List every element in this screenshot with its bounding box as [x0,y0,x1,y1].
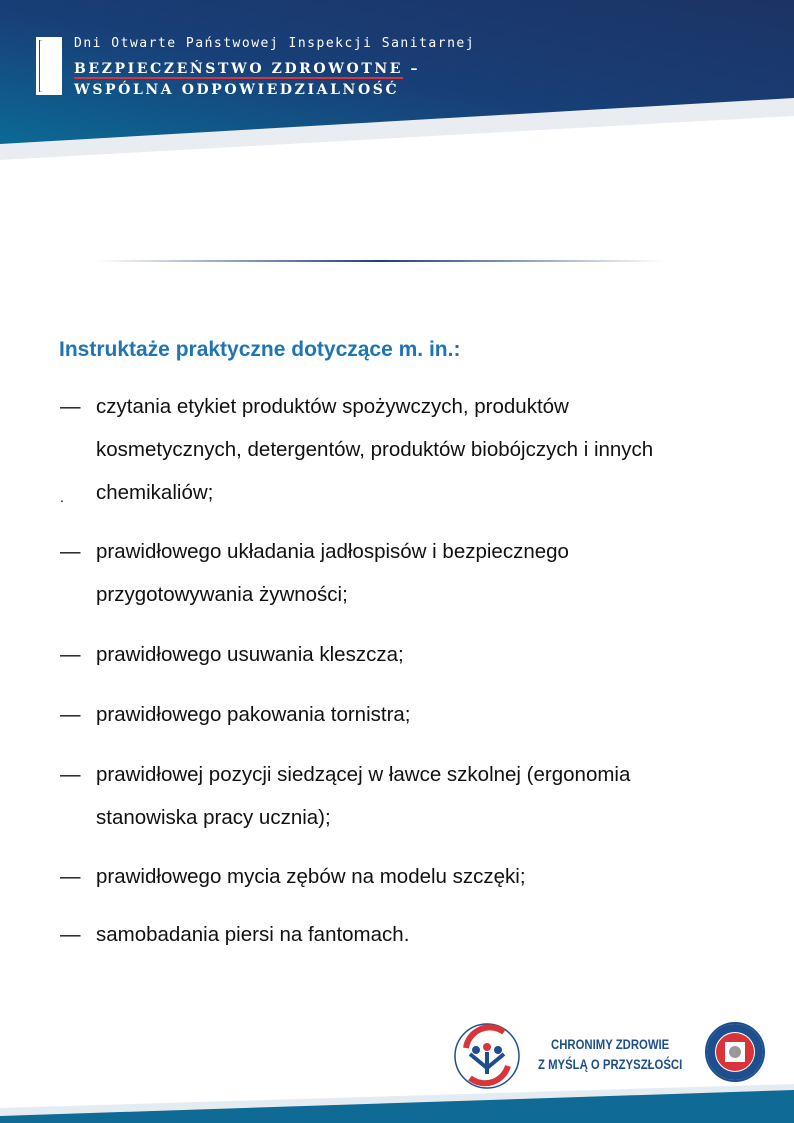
slogan-line1: CHRONIMY ZDROWIE [551,1037,670,1052]
list-item-line: prawidłowego mycia zębów na modelu szczęki; [96,865,526,888]
title-line1: BEZPIECZEŃSTWO ZDROWOTNE [74,61,404,77]
list-item [60,385,780,514]
list-item-line: samobadania piersi na fantomach. [96,923,410,946]
list-item [60,913,780,956]
list-item-line: prawidłowego usuwania kleszcza; [96,643,404,666]
stray-dot: . [60,489,64,505]
bullet-dash: — [60,923,81,946]
list-item-line: prawidłowego układania jadłospisów i bezpiecznego [96,540,569,563]
section-heading: Instruktaże praktyczne dotyczące m. in.: [59,338,461,361]
list-item-line: przygotowywania żywności; [96,583,348,606]
list-item-line: kosmetycznych, detergentów, produktów biobójczych i innych [96,438,654,461]
bullet-dash: — [60,643,81,666]
list-item [60,855,780,898]
header-title [74,59,420,101]
list-item [60,530,780,616]
bullet-dash: — [60,395,81,418]
list-item-line: prawidłowej pozycji siedzącej w ławce szkolnej (ergonomia [96,763,631,786]
title-dash: – [403,61,421,77]
list-item-line: czytania etykiet produktów spożywczych, produktów [96,395,569,418]
list-item-line: stanowiska pracy ucznia); [96,806,331,829]
divider [95,260,665,262]
list-item-line: prawidłowego pakowania tornistra; [96,703,411,726]
slogan-line2: Z MYŚLĄ O PRZYSZŁOŚCI [538,1057,683,1072]
bullet-dash: — [60,865,81,888]
title-line2: WSPÓLNA ODPOWIEDZIALNOŚĆ [74,82,400,98]
list-item [60,693,780,736]
bullet-dash: — [60,763,81,786]
bullet-dash: — [60,540,81,563]
door-leaf-icon [40,37,62,95]
bullet-dash: — [60,703,81,726]
list-item-line: chemikaliów; [96,481,214,504]
list-item [60,633,780,676]
list-item [60,753,780,839]
campaign-slogan [538,1035,682,1075]
footer-banner [0,1070,794,1123]
header-subtitle: Dni Otwarte Państwowej Inspekcji Sanitarnej [74,36,476,51]
